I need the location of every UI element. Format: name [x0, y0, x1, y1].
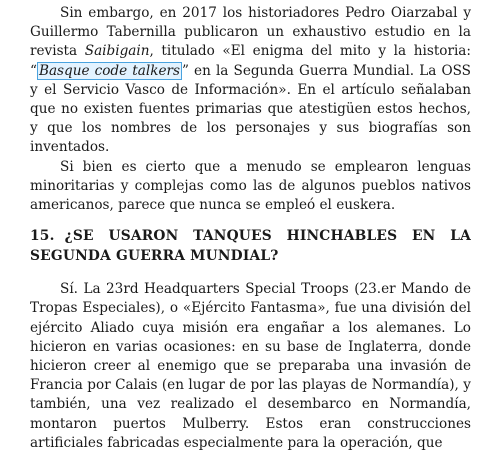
paragraph-code-talkers	[30, 4, 471, 158]
section-number: 15.	[30, 228, 55, 245]
paragraph-text: Sin embargo, en 2017 los historiadores Pedro Oiarzabal y Guillermo Tabernilla publicaron un exhaustivo estudio en la revista	[30, 5, 471, 60]
paragraph-euskera: Si bien es cierto que a menudo se emplearon lenguas minoritarias y complejas como las de algunos pueblos nativos americanos, parece que nunca se empleó el euskera.	[30, 158, 471, 214]
magazine-title: Saibigain	[84, 43, 150, 60]
paragraph-text: , titulado «El enigma del mito y la historia: “	[30, 43, 471, 79]
section-title: ¿SE USARON TANQUES HINCHABLES EN LA SEGUNDA GUERRA MUNDIAL?	[30, 228, 471, 264]
highlighted-text[interactable]: Basque code talkers	[38, 62, 180, 79]
section-heading	[30, 227, 471, 266]
paragraph-ghost-army: Sí. La 23rd Headquarters Special Troops (23.er Mando de Tropas Especiales), o «Ejército Fantasma», fue una división del ejército Aliado cuya misión era engañar a los alemanes. Lo hicieron en varias ocasiones: en su base de Inglaterra, donde hicieron creer al enemigo que se preparaba una invasión de Francia por Calais (en lugar de por las playas de Normandía), y también, una vez realizado el desembarco en Normandía, montaron puertos Mulberry. Estos eran construcciones artificiales fabricadas especialmente para la operación, que	[30, 281, 471, 451]
paragraph-text: ” en la Segunda Guerra Mundial. La OSS y el Servicio Vasco de Información». En el artículo señalaban que no existen fuentes primarias que atestigüen estos hechos, y que los nombres de los personajes y sus biografías son inventados.	[30, 62, 471, 156]
